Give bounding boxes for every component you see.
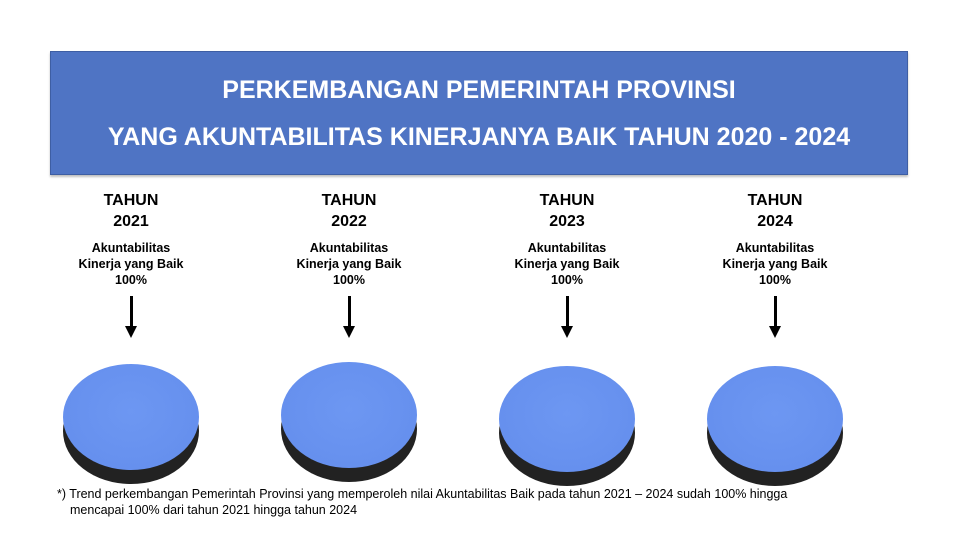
tahun-label: TAHUN [747,192,803,209]
disc-2023 [499,366,635,486]
status-description [249,240,449,288]
tahun-label: TAHUN [321,192,377,209]
percentage-value: 100% [551,273,583,287]
year-column-2024 [675,190,875,288]
status-description [467,240,667,288]
disc-2021 [63,364,199,484]
desc-line-1: Akuntabilitas [527,241,607,255]
title-line-2: YANG AKUNTABILITAS KINERJANYA BAIK TAHUN 2020 - 2024 [107,123,851,151]
disc-2022 [281,362,417,482]
desc-line-1: Akuntabilitas [309,241,389,255]
year-value: 2022 [331,213,367,230]
year-value: 2023 [549,213,585,230]
disc-top [707,366,843,472]
footnote-line-2: mencapai 100% dari tahun 2021 hingga tahun 2024 [70,503,358,517]
year-heading [467,190,667,232]
status-description [675,240,875,288]
percentage-value: 100% [333,273,365,287]
disc-top [499,366,635,472]
year-heading [31,190,231,232]
year-value: 2024 [757,213,793,230]
percentage-value: 100% [115,273,147,287]
desc-line-1: Akuntabilitas [735,241,815,255]
disc-2024 [707,366,843,486]
tahun-label: TAHUN [539,192,595,209]
disc-top [63,364,199,470]
year-value: 2021 [113,213,149,230]
year-heading [249,190,449,232]
status-description [31,240,231,288]
year-column-2021 [31,190,231,288]
percentage-value: 100% [759,273,791,287]
desc-line-2: Kinerja yang Baik [78,257,184,271]
desc-line-2: Kinerja yang Baik [514,257,620,271]
footnote-line-1: *) Trend perkembangan Pemerintah Provinsi yang memperoleh nilai Akuntabilitas Baik pada tahun 2021 – 2024 sudah 100% hingga [57,487,788,501]
desc-line-1: Akuntabilitas [91,241,171,255]
disc-top [281,362,417,468]
desc-line-2: Kinerja yang Baik [296,257,402,271]
title-banner [50,51,908,175]
desc-line-2: Kinerja yang Baik [722,257,828,271]
tahun-label: TAHUN [103,192,159,209]
year-column-2022 [249,190,449,288]
title-line-1: PERKEMBANGAN PEMERINTAH PROVINSI [222,76,736,104]
footnote [57,486,917,518]
year-heading [675,190,875,232]
year-column-2023 [467,190,667,288]
